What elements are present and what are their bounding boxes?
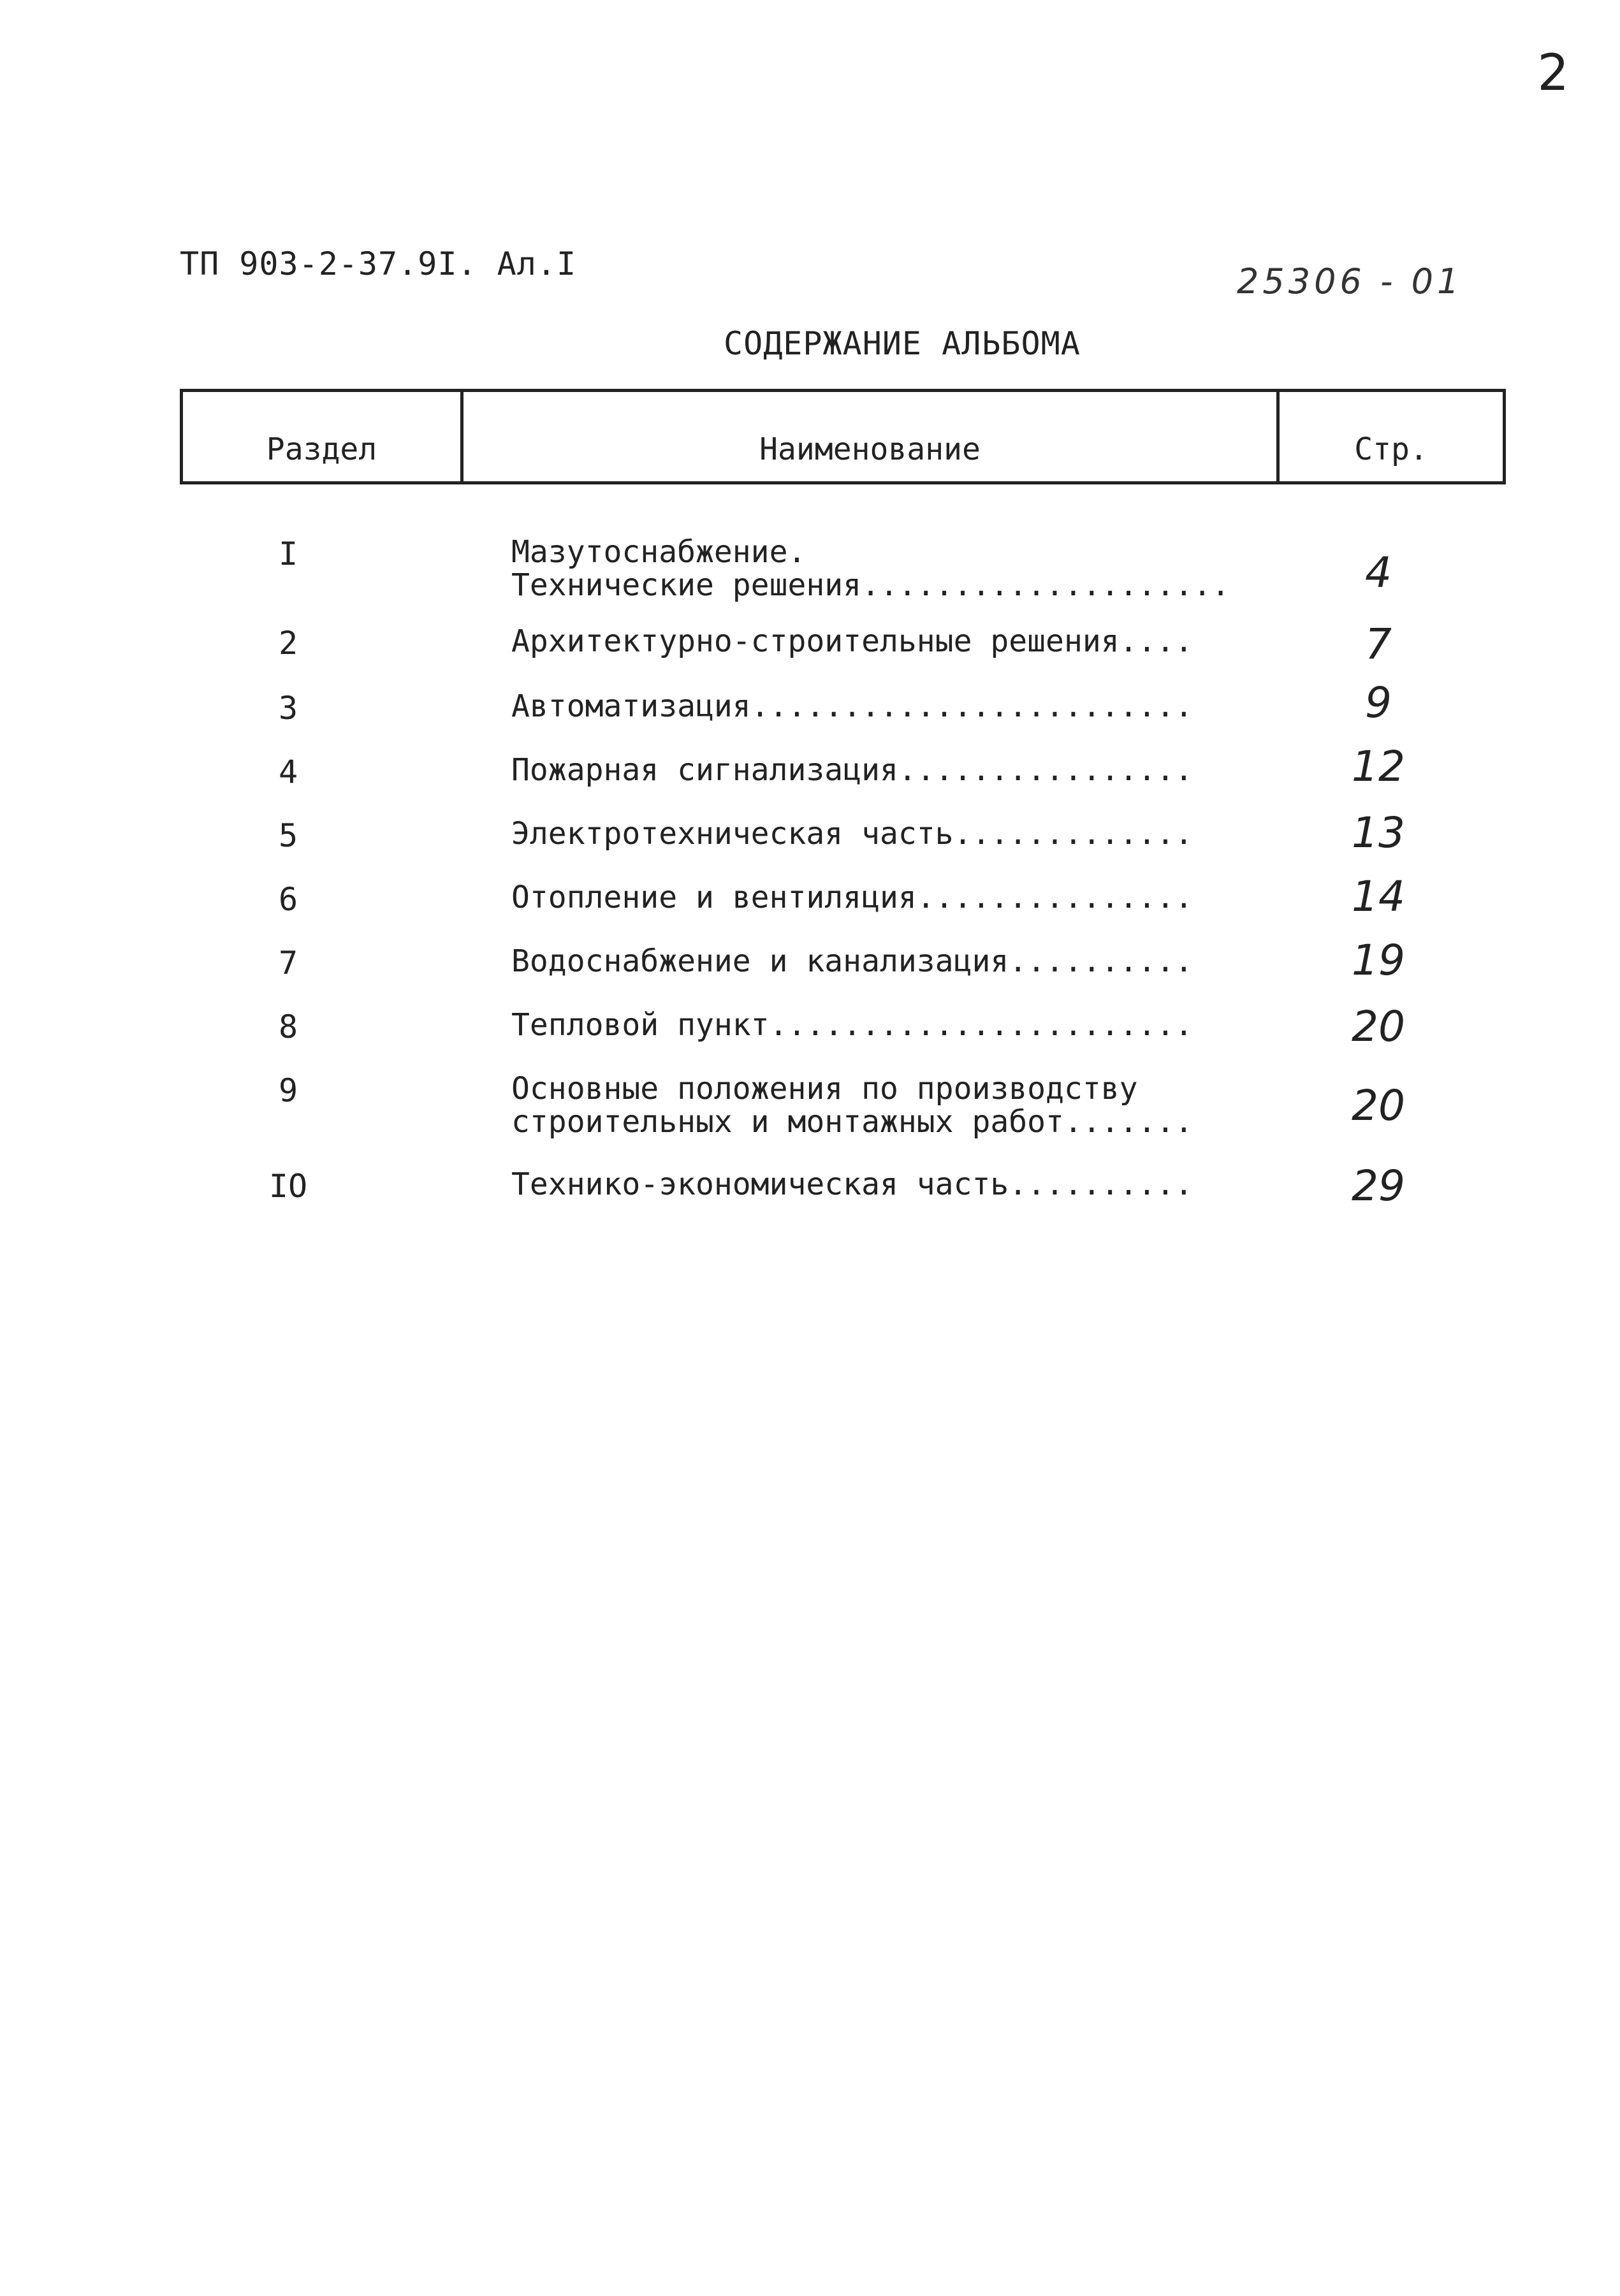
row-page: 7: [1365, 620, 1392, 669]
row-name: Отопление и вентиляция...............: [511, 880, 1193, 915]
row-name: Электротехническая часть.............: [511, 816, 1193, 852]
row-number: 8: [278, 1008, 298, 1045]
page-title: СОДЕРЖАНИЕ АЛЬБОМА: [724, 325, 1081, 362]
row-page: 4: [1365, 548, 1392, 597]
row-number: 5: [278, 817, 298, 854]
row-number: 4: [278, 753, 298, 790]
row-page: 9: [1365, 678, 1392, 727]
header-section: Раздел: [183, 392, 463, 481]
row-page: 14: [1352, 872, 1405, 921]
row-number: 7: [278, 945, 298, 982]
row-name: Водоснабжение и канализация..........: [511, 943, 1193, 979]
row-name: Автоматизация........................: [511, 688, 1193, 724]
row-page: 20: [1352, 1002, 1405, 1051]
row-name: Пожарная сигнализация................: [511, 752, 1193, 788]
row-number: 2: [278, 625, 298, 662]
row-page: 29: [1352, 1161, 1405, 1210]
header-name: Наименование: [463, 392, 1280, 481]
row-page: 13: [1352, 808, 1405, 857]
row-number: I: [278, 535, 298, 572]
row-name: Тепловой пункт.......................: [511, 1007, 1193, 1043]
handwritten-registration-number: 25306 - 01: [1237, 261, 1463, 302]
row-page: 19: [1352, 936, 1405, 985]
header-page: Стр.: [1354, 432, 1428, 467]
row-number: 9: [278, 1072, 298, 1109]
page-number: 2: [1537, 45, 1569, 102]
row-page: 20: [1352, 1081, 1405, 1130]
row-number: 6: [278, 881, 298, 918]
row-number: IO: [268, 1168, 308, 1205]
document-code: ТП 903-2-37.9I. Ал.I: [180, 245, 577, 282]
row-name: Архитектурно-строительные решения....: [511, 623, 1193, 659]
row-name: Мазутоснабжение. Технические решения....................: [511, 534, 1230, 603]
toc-header: [180, 389, 1506, 484]
row-name: Технико-экономическая часть..........: [511, 1166, 1193, 1202]
row-number: 3: [278, 690, 298, 727]
row-name: Основные положения по производству строительных и монтажных работ.......: [511, 1071, 1193, 1140]
row-page: 12: [1352, 742, 1405, 791]
